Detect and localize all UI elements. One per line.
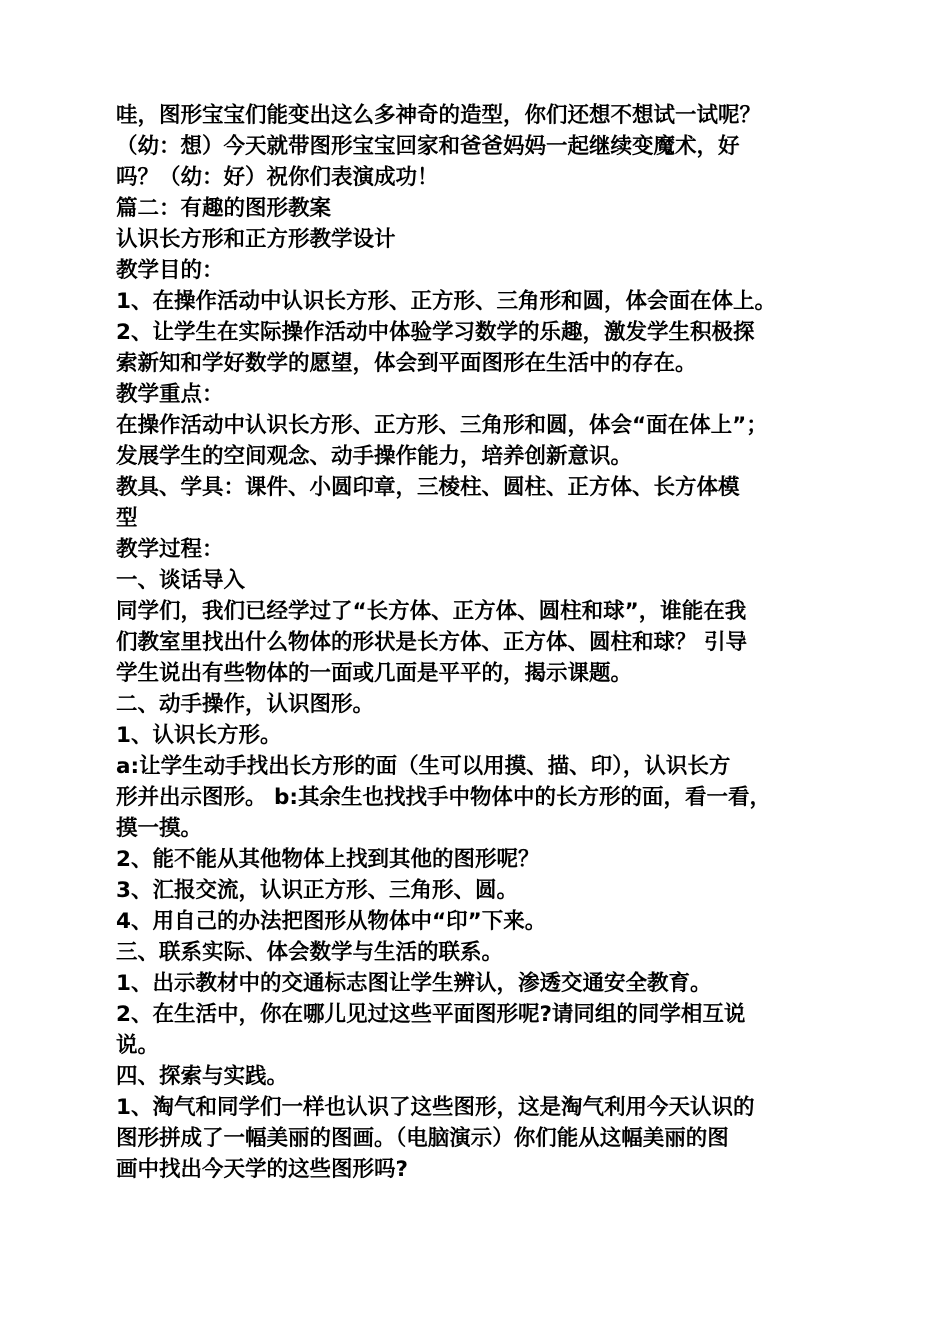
section-heading: 篇二：有趣的图形教案 — [116, 196, 332, 221]
section-heading: 教学目的： — [116, 258, 224, 283]
section-heading: 教学重点： — [116, 382, 224, 407]
text-line: 学生说出有些物体的一面或几面是平平的，揭示课题。 — [116, 661, 633, 686]
section-heading: 一、谈话导入 — [116, 568, 246, 593]
text-line: 说。 — [116, 1033, 160, 1058]
text-line: 2、能不能从其他物体上找到其他的图形呢？ — [116, 847, 540, 872]
text-line: 图形拼成了一幅美丽的图画。（电脑演示）你们能从这幅美丽的图 — [116, 1126, 729, 1151]
text-line: 教具、学具：课件、小圆印章，三棱柱、圆柱、正方体、长方体模 — [116, 475, 740, 500]
text-line: 3、汇报交流，认识正方形、三角形、圆。 — [116, 878, 518, 903]
text-line: 4、用自己的办法把图形从物体中“印”下来。 — [116, 909, 547, 934]
section-heading: 四、探索与实践。 — [116, 1064, 289, 1089]
section-heading: 三、联系实际、体会数学与生活的联系。 — [116, 940, 504, 965]
text-line: 1、出示教材中的交通标志图让学生辨认，渗透交通安全教育。 — [116, 971, 712, 996]
text-line: 吗？（幼：好）祝你们表演成功！ — [116, 165, 439, 190]
text-line: 1、淘气和同学们一样也认识了这些图形，这是淘气利用今天认识的 — [116, 1095, 755, 1120]
lesson-title: 认识长方形和正方形教学设计 — [116, 227, 396, 252]
text-line: （幼：想）今天就带图形宝宝回家和爸爸妈妈一起继续变魔术，好 — [116, 134, 740, 159]
text-line: 2、在生活中，你在哪儿见过这些平面图形呢?请同组的同学相互说 — [116, 1002, 746, 1027]
section-heading: 二、动手操作，认识图形。 — [116, 692, 375, 717]
text-line: 哇，图形宝宝们能变出这么多神奇的造型，你们还想不想试一试呢？ — [116, 103, 762, 128]
text-line: 1、在操作活动中认识长方形、正方形、三角形和圆，体会面在体上。 — [116, 289, 776, 314]
text-line: 摸一摸。 — [116, 816, 203, 841]
text-line: 发展学生的空间观念、动手操作能力，培养创新意识。 — [116, 444, 633, 469]
text-line: 在操作活动中认识长方形、正方形、三角形和圆，体会“面在体上”； — [116, 413, 768, 438]
text-line: 索新知和学好数学的愿望，体会到平面图形在生活中的存在。 — [116, 351, 697, 376]
text-line: 画中找出今天学的这些图形吗? — [116, 1157, 408, 1182]
text-line: 型 — [116, 506, 138, 531]
text-line: 同学们，我们已经学过了“长方体、正方体、圆柱和球”，谁能在我 — [116, 599, 747, 624]
text-line: 2、让学生在实际操作活动中体验学习数学的乐趣，激发学生积极探 — [116, 320, 755, 345]
text-line: 形并出示图形。 b:其余生也找找手中物体中的长方形的面，看一看， — [116, 785, 771, 810]
text-line: a:让学生动手找出长方形的面（生可以用摸、描、印），认识长方 — [116, 754, 731, 779]
text-line: 1、认识长方形。 — [116, 723, 282, 748]
section-heading: 教学过程： — [116, 537, 224, 562]
text-line: 们教室里找出什么物体的形状是长方体、正方体、圆柱和球？ 引导 — [116, 630, 747, 655]
